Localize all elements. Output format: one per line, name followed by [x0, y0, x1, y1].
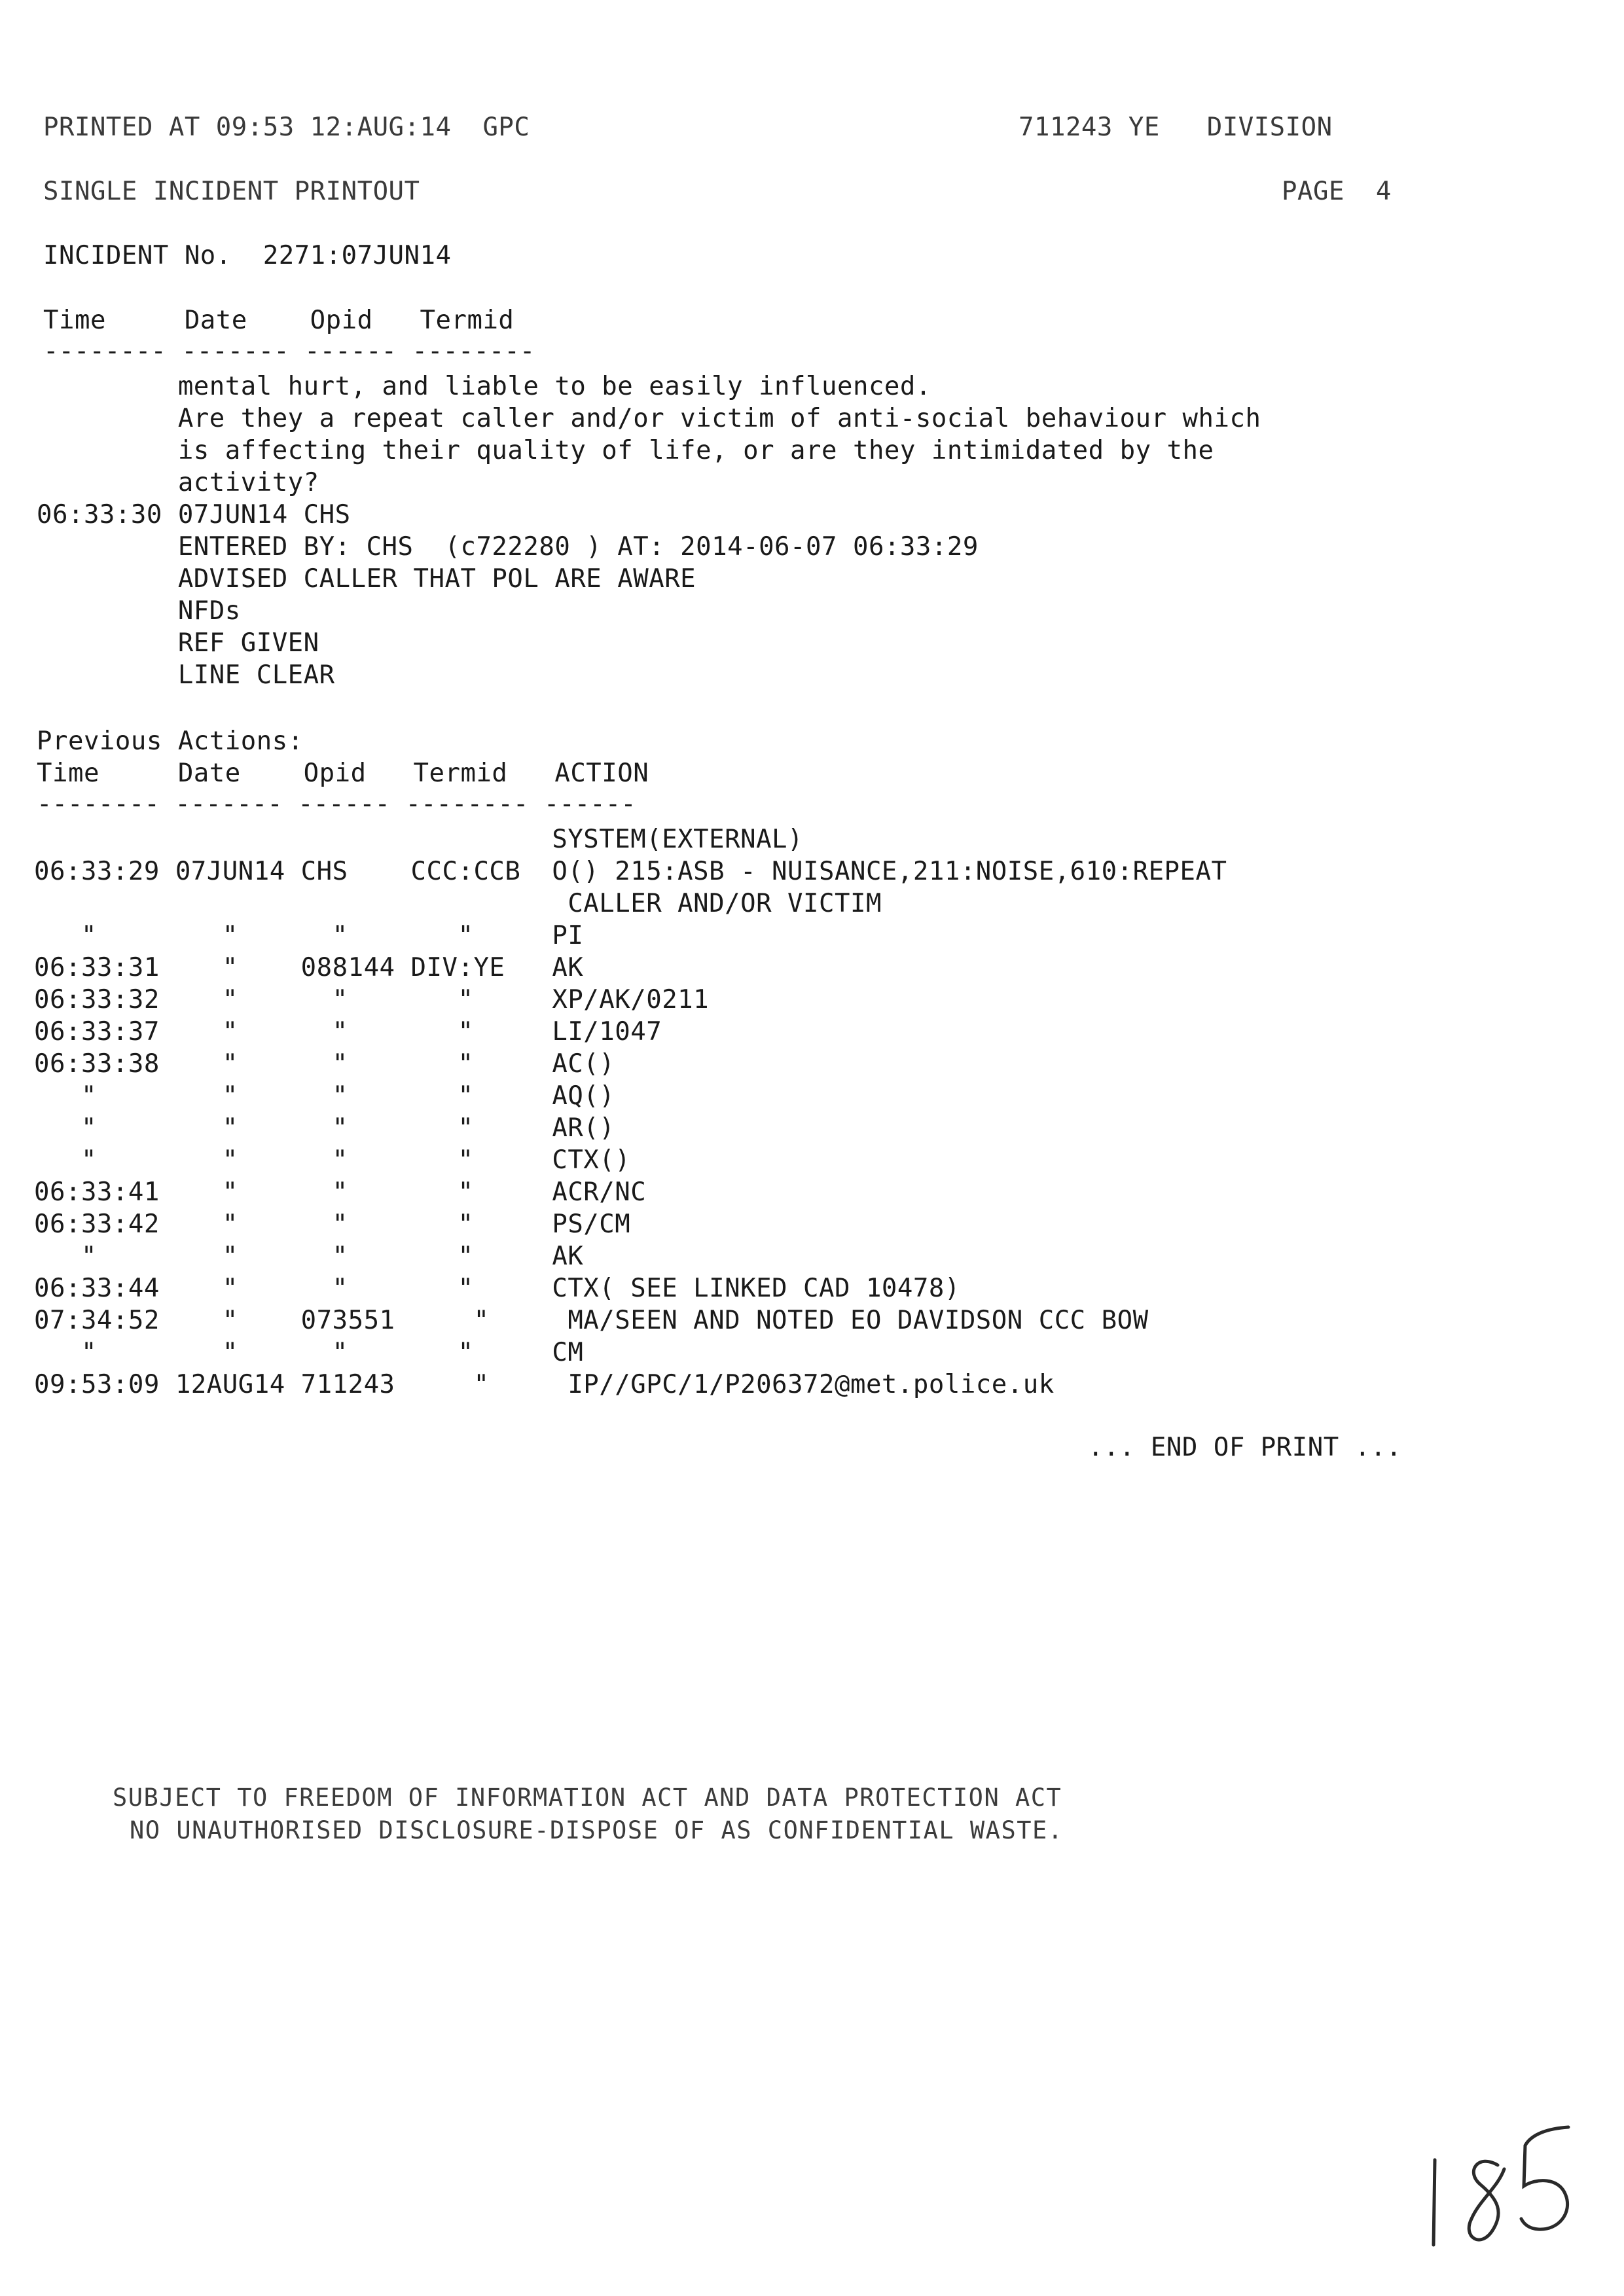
log-line: LINE CLEAR: [37, 660, 335, 690]
log-line: Are they a repeat caller and/or victim of anti-social behaviour which: [37, 404, 1261, 433]
action-row: " " " " CTX(): [34, 1145, 631, 1175]
action-row: 07:34:52 " 073551 " MA/SEEN AND NOTED EO DAVIDSON CCC BOW: [34, 1306, 1149, 1335]
action-row: CALLER AND/OR VICTIM: [34, 889, 882, 918]
log-header-row: Time Date Opid Termid: [43, 306, 514, 335]
action-row: 06:33:38 " " " AC(): [34, 1049, 615, 1079]
disclaimer-line-2: NO UNAUTHORISED DISCLOSURE-DISPOSE OF AS CONFIDENTIAL WASTE.: [130, 1816, 1064, 1844]
action-row: 09:53:09 12AUG14 711243 " IP//GPC/1/P206372@met.police.uk: [34, 1370, 1055, 1399]
incident-number: INCIDENT No. 2271:07JUN14: [43, 241, 452, 270]
actions-separator: -------- ------- ------ -------- ------: [37, 789, 636, 819]
action-row: 06:33:31 " 088144 DIV:YE AK: [34, 953, 584, 982]
action-row: " " " " AR(): [34, 1113, 615, 1143]
action-row: 06:33:29 07JUN14 CHS CCC:CCB O() 215:ASB - NUISANCE,211:NOISE,610:REPEAT: [34, 857, 1227, 886]
handwritten-page-number: [1420, 2114, 1584, 2271]
log-line: is affecting their quality of life, or are they intimidated by the: [37, 436, 1214, 465]
printout-type: SINGLE INCIDENT PRINTOUT: [43, 177, 420, 206]
action-row: 06:33:32 " " " XP/AK/0211: [34, 985, 710, 1014]
log-line: 06:33:30 07JUN14 CHS: [37, 500, 351, 529]
previous-actions-title: Previous Actions:: [37, 726, 304, 756]
log-separator: -------- ------- ------ --------: [43, 336, 535, 366]
action-row: " " " " CM: [34, 1338, 584, 1367]
action-row: 06:33:42 " " " PS/CM: [34, 1210, 631, 1239]
log-line: mental hurt, and liable to be easily influenced.: [37, 372, 931, 401]
action-row: " " " " PI: [34, 921, 584, 950]
action-row: " " " " AQ(): [34, 1081, 615, 1111]
page-number: PAGE 4: [1282, 177, 1392, 206]
action-row: 06:33:37 " " " LI/1047: [34, 1017, 662, 1047]
division-line: 711243 YE DIVISION: [1019, 113, 1333, 142]
log-line: ADVISED CALLER THAT POL ARE AWARE: [37, 564, 696, 594]
action-row: SYSTEM(EXTERNAL): [34, 825, 804, 854]
log-line: activity?: [37, 468, 319, 497]
log-line: NFDs: [37, 596, 241, 626]
action-row: 06:33:41 " " " ACR/NC: [34, 1177, 647, 1207]
end-of-print: ... END OF PRINT ...: [1088, 1433, 1402, 1462]
disclaimer-line-1: SUBJECT TO FREEDOM OF INFORMATION ACT AND DATA PROTECTION ACT: [113, 1784, 1062, 1812]
log-line: ENTERED BY: CHS (c722280 ) AT: 2014-06-07 06:33:29: [37, 532, 979, 562]
printed-at-line: PRINTED AT 09:53 12:AUG:14 GPC: [43, 113, 530, 142]
action-row: 06:33:44 " " " CTX( SEE LINKED CAD 10478): [34, 1274, 960, 1303]
log-line: REF GIVEN: [37, 628, 319, 658]
action-row: " " " " AK: [34, 1242, 584, 1271]
actions-header-row: Time Date Opid Termid ACTION: [37, 759, 649, 788]
